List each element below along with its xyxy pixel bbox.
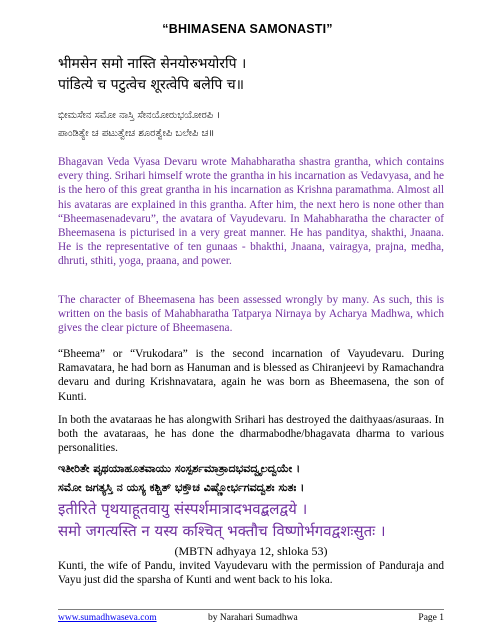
page-title: “BHIMASENA SAMONASTI” xyxy=(162,22,333,36)
sloka2-kannada xyxy=(58,459,444,497)
paragraph-assessment: The character of Bheemasena has been assessed wrongly by many. As such, this is written on the basis of Mahabharatha Tatparya Nirnaya by Acharya Madhwa, which gives the clear picture of Bheemasena. xyxy=(58,294,444,335)
footer-divider xyxy=(58,609,444,610)
website-link[interactable]: www.sumadhwaseva.com xyxy=(58,613,157,623)
sloka-line: पांडित्ये च पटुत्वेच शूरत्वेपि बलेपि च॥ xyxy=(58,77,245,93)
sloka-line: समो जगत्यस्ति न यस्य कश्चित् भक्तौच विष्णोर्भगवद्वशःसुतः । xyxy=(58,522,386,540)
sloka1-devanagari xyxy=(58,54,444,96)
paragraph-avataraas: In both the avataraas he has alongwith Srihari has destroyed the daithyaas/asuraas. In both the avataraas, he has done the dharmabodhe/bhagavata dharma to various personalities. xyxy=(58,414,444,455)
sloka-line: ಭೀಮಸೇನ ಸಮೋ ನಾಸ್ತಿ ಸೇನಯೋರುಭಯೋರಪಿ । xyxy=(58,110,221,121)
sloka-line: ಪಾಂಡಿತ್ಯೇ ಚ ಪಟುತ್ವೇಚ ಶೂರತ್ವೇಪಿ ಬಲೇಪಿ ಚ॥ xyxy=(58,128,215,139)
paragraph-incarnation: “Bheema” or “Vrukodara” is the second incarnation of Vayudevaru. During Ramavatara, he had born as Hanuman and is blessed as Chiranjeevi by Ramachandra devaru and during Krishnavatara, again he was born as Bheemasena, the son of Kunti. xyxy=(58,348,444,403)
sloka-line: ಇತೀರಿತೇ ಪೃಥಯಾಹೂತವಾಯು ಸಂಸ್ಪರ್ಶಮಾತ್ರಾದಭವದ್ವೃಲದ್ವಯೇ । xyxy=(58,462,301,475)
footer-author: by Narahari Sumadhwa xyxy=(208,613,298,623)
sloka2-devanagari xyxy=(58,498,444,542)
sloka-line: इतीरिते पृथयाहूतवायु संस्पर्शमात्रादभवद्बलद्वये । xyxy=(58,500,308,518)
paragraph-intro: Bhagavan Veda Vyasa Devaru wrote Mahabharatha shastra grantha, which contains every thing. Srihari himself wrote the grantha in his incarnation as Vedavyasa, and he is the hero of this great grantha in his incarnation as Krishna paramathma. Almost all his avataras are explained in this grantha. After him, the next hero is none other than “Bheemasenadevaru”, the avatara of Vayudevaru. In Mahabharatha the character of Bheemasena is picturised in a very great manner. He has panditya, shakthi, Jnaana. He is the representative of ten gunaas - bhakthi, Jnaana, vairagya, prajna, medha, dhruti, sthiti, yoga, praana, and power. xyxy=(58,156,444,268)
page-number: Page 1 xyxy=(418,613,444,623)
sloka-line: ಸಮೋ ಜಗತ್ಯಸ್ತಿ ನ ಯಸ್ಯ ಕಶ್ಚಿತ್ ಭಕ್ತೌಚ ವಿಷ್ಣೋರ್ಭಗವದ್ವಶಃ ಸುತಃ । xyxy=(58,481,305,494)
sloka1-kannada xyxy=(58,107,444,143)
sloka-line: भीमसेन समो नास्ति सेनयोरुभयोरपि । xyxy=(58,56,247,72)
citation: (MBTN adhyaya 12, shloka 53) xyxy=(174,544,328,558)
paragraph-kunti: Kunti, the wife of Pandu, invited Vayudevaru with the permission of Panduraja and Vayu just did the sparsha of Kunti and went back to his loka. xyxy=(58,560,444,587)
